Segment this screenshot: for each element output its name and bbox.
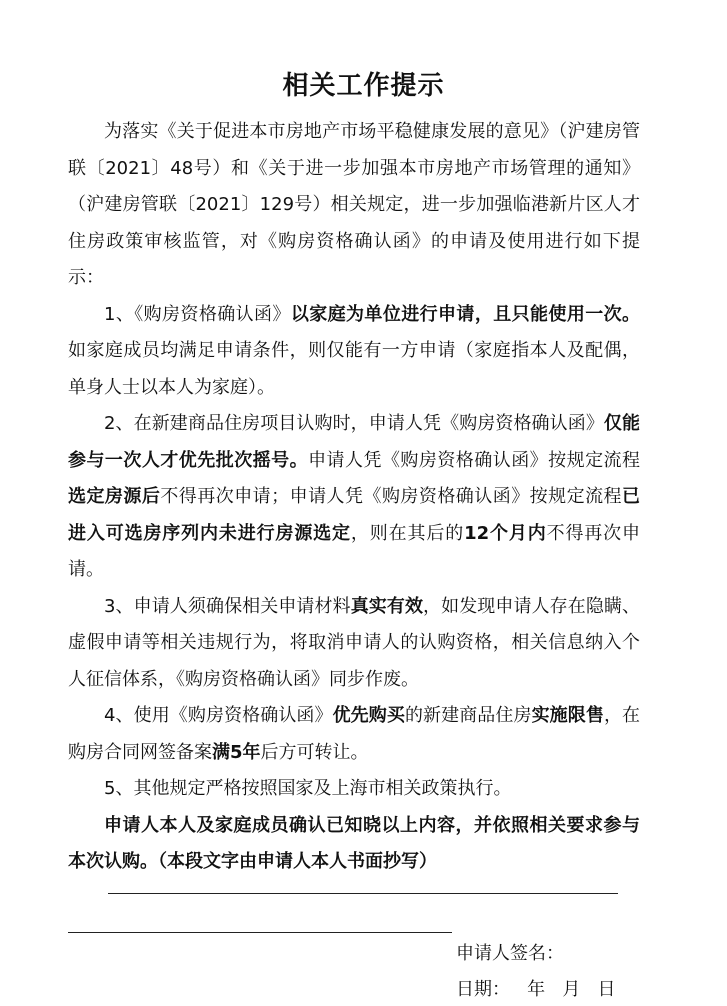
item-4-text-2: 的新建商品住房 [404,705,532,726]
item-4-emphasis: 优先购买 [332,705,405,726]
item-2 [68,406,640,589]
date-label: 日期： [456,979,510,1000]
item-1-text-2: 如家庭成员均满足申请条件，则仅能有一方申请（家庭指本人及配偶，单身人士以本人为家庭）。 [68,340,640,398]
year-label: 年 [527,979,546,1000]
item-4-emphasis-3: 满5年 [212,741,261,763]
item-5-text: 5、其他规定严格按照国家及上海市相关政策执行。 [104,778,512,799]
handwriting-line-2[interactable] [68,932,452,933]
item-3-text-2: ，如发现申请人存在隐瞒、虚假申请等相关违规行为，将取消申请人的认购资格，相关信息纳入个人征信体系，《购房资格确认函》同步作废。 [68,595,641,690]
signature-row [456,938,564,970]
item-2-text-4: ，则在其后的 [350,522,465,544]
declaration-text: 申请人本人及家庭成员确认已知晓以上内容，并依照相关要求参与本次认购。（本段文字由申请人本人书面抄写） [68,814,640,872]
declaration-paragraph [68,808,640,881]
page-title: 相关工作提示 [282,71,445,101]
item-2-text-3: 不得再次申请；申请人凭《购房资格确认函》按规定流程 [160,486,623,507]
day-label: 日 [597,979,616,1000]
handwriting-line-1[interactable] [108,893,618,894]
item-3 [68,589,640,699]
item-3-emphasis: 真实有效 [350,595,424,617]
item-4-emphasis-2: 实施限售 [531,705,604,726]
item-2-text: 2、在新建商品住房项目认购时，申请人凭《购房资格确认函》 [104,413,604,434]
item-2-emphasis-3: 已进入可选房序列内未进行房源选定 [68,486,641,544]
item-4 [68,698,640,771]
item-1-text: 1、《购房资格确认函》 [104,303,291,325]
intro-paragraph: 为落实《关于促进本市房地产市场平稳健康发展的意见》（沪建房管联〔2021〕48号）和《关于进一步加强本市房地产市场管理的通知》（沪建房管联〔2021〕129号）相关规定，进一步加强临港新片区人才住房政策审核监管，对《购房资格确认函》的申请及使用进行如下提示： [68,121,640,288]
month-label: 月 [562,979,581,1000]
item-2-emphasis: 仅能参与一次人才优先批次摇号。 [68,413,641,471]
item-4-text-4: 后方可转让。 [260,741,369,763]
item-3-text: 3、申请人须确保相关申请材料 [104,595,351,617]
item-4-text: 4、使用《购房资格确认函》 [104,705,333,726]
item-2-emphasis-2: 选定房源后 [68,486,161,507]
document-body [68,114,640,881]
item-2-text-2: 申请人凭《购房资格确认函》按规定流程 [308,449,641,471]
signature-label: 申请人签名： [456,943,564,964]
item-1 [68,297,640,407]
item-2-emphasis-4: 12个月内 [464,522,547,544]
item-1-emphasis: 以家庭为单位进行申请，且只能使用一次。 [290,303,641,325]
date-row [456,974,616,1006]
item-2-text-5: 不得再次申请。 [68,522,641,580]
item-4-text-3: ，在购房合同网签备案 [68,705,641,763]
item-5 [68,771,640,808]
